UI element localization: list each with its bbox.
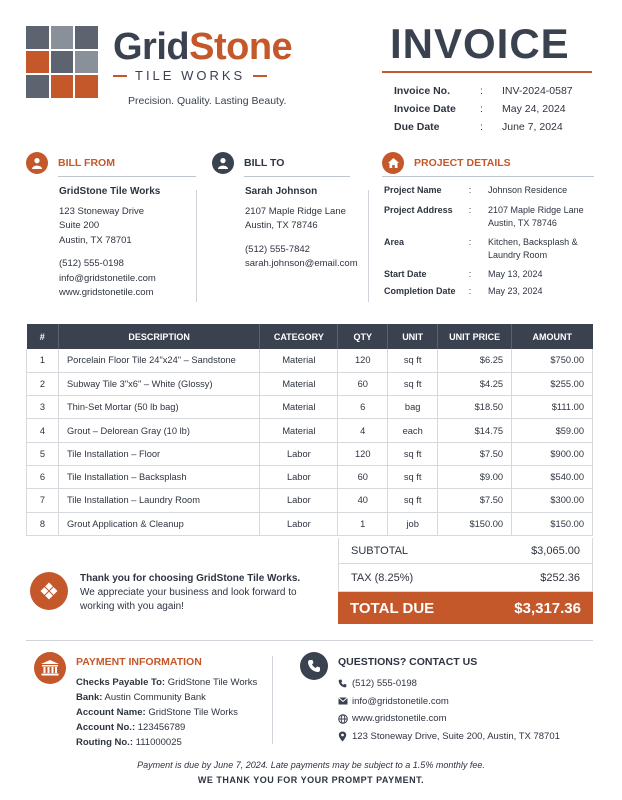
tax-row: TAX (8.25%) $252.36 xyxy=(338,564,593,592)
table-row: 1 Porcelain Floor Tile 24"x24" – Sandstone Material 120 sq ft $6.25 $750.00 xyxy=(27,349,593,372)
column-header: UNIT PRICE xyxy=(438,324,512,349)
section-divider xyxy=(26,640,593,641)
bill-from-email[interactable]: info@gridstonetile.com xyxy=(59,272,156,284)
payment-row: Routing No.: 111000025 xyxy=(76,737,182,748)
due-date: June 7, 2024 xyxy=(502,121,563,133)
contact-heading: QUESTIONS? CONTACT US xyxy=(338,656,478,668)
payment-info-section xyxy=(34,652,264,750)
person-icon xyxy=(212,152,234,174)
brand-logo xyxy=(113,24,303,83)
brand-tagline: Precision. Quality. Lasting Beauty. xyxy=(128,95,287,107)
table-row: 6 Tile Installation – Backsplash Labor 60 sq ft $9.00 $540.00 xyxy=(27,465,593,488)
table-row: 4 Grout – Delorean Gray (10 lb) Material 4 each $14.75 $59.00 xyxy=(27,419,593,442)
due-date-row: Due Date : June 7, 2024 xyxy=(394,121,563,133)
bill-to-phone: (512) 555-7842 xyxy=(245,243,310,255)
phone-icon xyxy=(338,679,352,688)
column-header: CATEGORY xyxy=(260,324,338,349)
project-details-section xyxy=(382,152,594,298)
payment-row: Checks Payable To: GridStone Tile Works xyxy=(76,677,258,688)
bill-from-name: GridStone Tile Works xyxy=(59,186,161,197)
column-header: DESCRIPTION xyxy=(58,324,259,349)
total-due-value: $3,317.36 xyxy=(514,599,581,617)
title-divider xyxy=(382,71,592,73)
invoice-date: May 24, 2024 xyxy=(502,103,566,115)
table-row: 8 Grout Application & Cleanup Labor 1 job $150.00 $150.00 xyxy=(27,512,593,535)
divider xyxy=(196,190,197,302)
table-row: 3 Thin-Set Mortar (50 lb bag) Material 6 bag $18.50 $111.00 xyxy=(27,396,593,419)
payment-terms-note: Payment is due by June 7, 2024. Late payments may be subject to a 1.5% monthly fee. xyxy=(137,760,485,770)
invoice-number: INV-2024-0587 xyxy=(502,85,573,97)
envelope-icon xyxy=(338,697,352,705)
phone-icon xyxy=(300,652,328,680)
bill-from-section: BILL FROM GridStone Tile Works 123 Stoneway Drive Suite 200 Austin, TX 78701 (512) 555-0198 info@gridstonetile.com www.gridstonetile.com xyxy=(26,152,196,301)
bill-from-phone: (512) 555-0198 xyxy=(59,258,124,269)
payment-row: Bank: Austin Community Bank xyxy=(76,692,206,703)
project-row: Project Address : 2107 Maple Ridge Lane Austin, TX 78746 xyxy=(384,205,584,228)
globe-icon xyxy=(338,714,352,724)
bill-to-section: BILL TO Sarah Johnson 2107 Maple Ridge Lane Austin, TX 78746 (512) 555-7842 sarah.johnson@email.com xyxy=(212,152,372,272)
contact-web[interactable]: www.gridstonetile.com xyxy=(338,710,560,728)
logo-tile-icon xyxy=(26,26,98,98)
contact-email[interactable]: info@gridstonetile.com xyxy=(338,693,560,711)
project-row: Start Date : May 13, 2024 xyxy=(384,269,543,279)
subtotal-value: $3,065.00 xyxy=(531,544,580,557)
bill-from-heading: BILL FROM xyxy=(58,157,115,169)
house-icon xyxy=(382,152,404,174)
subtotal-row: SUBTOTAL $3,065.00 xyxy=(338,538,593,564)
bill-to-name: Sarah Johnson xyxy=(245,186,318,197)
column-header: QTY xyxy=(338,324,388,349)
invoice-number-row: Invoice No. : INV-2024-0587 xyxy=(394,85,573,97)
tile-diamond-icon xyxy=(30,572,68,610)
project-row: Completion Date : May 23, 2024 xyxy=(384,286,543,296)
bill-from-web[interactable]: www.gridstonetile.com xyxy=(59,287,154,298)
column-header: # xyxy=(27,324,59,349)
bill-to-email[interactable]: sarah.johnson@email.com xyxy=(245,258,358,269)
brand-subtitle: TILE WORKS xyxy=(113,68,303,83)
project-row: Project Name : Johnson Residence xyxy=(384,185,568,195)
column-header: UNIT xyxy=(388,324,438,349)
invoice-title: INVOICE xyxy=(390,20,570,67)
contact-address: 123 Stoneway Drive, Suite 200, Austin, TX 78701 xyxy=(338,728,560,746)
table-row: 7 Tile Installation – Laundry Room Labor 40 sq ft $7.50 $300.00 xyxy=(27,489,593,512)
bank-icon xyxy=(34,652,66,684)
person-icon xyxy=(26,152,48,174)
column-header: AMOUNT xyxy=(512,324,593,349)
total-due-row: TOTAL DUE $3,317.36 xyxy=(338,592,593,624)
contact-phone: (512) 555-0198 xyxy=(338,675,560,693)
project-row: Area : Kitchen, Backsplash & Laundry Room xyxy=(384,237,578,260)
payment-heading: PAYMENT INFORMATION xyxy=(76,656,202,668)
table-row: 2 Subway Tile 3"x6" – White (Glossy) Material 60 sq ft $4.25 $255.00 xyxy=(27,372,593,395)
location-pin-icon xyxy=(338,731,352,742)
invoice-date-row: Invoice Date : May 24, 2024 xyxy=(394,103,566,115)
footer-thanks: WE THANK YOU FOR YOUR PROMPT PAYMENT. xyxy=(197,775,425,785)
line-items-table xyxy=(26,324,593,536)
thank-you-note: Thank you for choosing GridStone Tile Works. We appreciate your business and look forward to working with you again! xyxy=(30,572,310,614)
payment-row: Account No.: 123456789 xyxy=(76,722,186,733)
bill-to-heading: BILL TO xyxy=(244,157,285,169)
totals-panel xyxy=(338,538,593,624)
payment-row: Account Name: GridStone Tile Works xyxy=(76,707,238,718)
table-header-row xyxy=(27,324,593,349)
divider xyxy=(368,190,369,302)
divider xyxy=(272,656,273,744)
tax-value: $252.36 xyxy=(540,571,580,584)
table-row: 5 Tile Installation – Floor Labor 120 sq ft $7.50 $900.00 xyxy=(27,442,593,465)
brand-name: GridStone xyxy=(113,26,293,68)
project-details-heading: PROJECT DETAILS xyxy=(414,157,511,169)
contact-section xyxy=(300,652,600,745)
invoice-meta xyxy=(394,82,594,136)
